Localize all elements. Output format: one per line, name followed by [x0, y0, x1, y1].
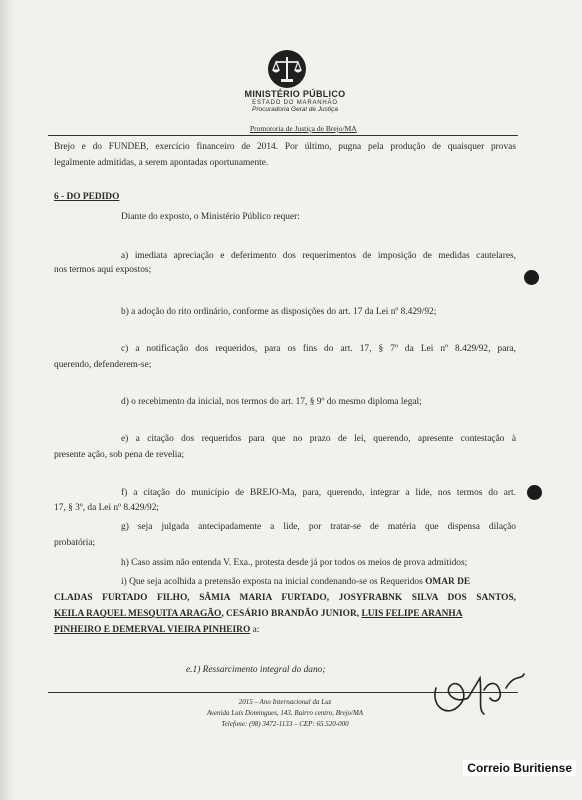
state-name: ESTADO DO MARANHÃO [252, 100, 338, 106]
scan-edge-shadow [0, 0, 14, 800]
item-g-line-2: probatória; [54, 538, 96, 548]
lead-sentence: Diante do exposto, o Ministério Público requer: [121, 212, 300, 222]
defendant-name-luis: LUIS FELIPE ARANHA [361, 609, 463, 619]
section-title: 6 - DO PEDIDO [54, 192, 120, 202]
watermark-label: Correio Buritiense [463, 760, 576, 776]
defendant-name-keila: KEILA RAQUEL MESQUITA ARAGÃO [54, 609, 222, 619]
item-i-line-2: CLADAS FURTADO FILHO, SÂMIA MARIA FURTADO, JOSYFRABNK SILVA DOS SANTOS, [54, 593, 516, 603]
item-e-line-1: e) a citação dos requeridos para que no prazo de lei, querendo, apresente contestação à [121, 434, 516, 444]
item-h: h) Caso assim não entenda V. Exa., protesta desde já por todos os meios de prova admitidos; [121, 558, 468, 568]
defendant-name-cesario: , CESÁRIO BRANDÃO JUNIOR, [221, 609, 362, 619]
institution-block [230, 90, 360, 114]
defendant-name-omar: OMAR DE [425, 577, 471, 587]
item-c-line-2: querendo, defenderem-se; [54, 360, 152, 370]
item-a-line-1: a) imediata apreciação e deferimento dos requerimentos de imposição de medidas cautelares, [121, 251, 516, 261]
intro-line-2: legalmente admitidas, a serem apontadas oportunamente. [54, 158, 269, 168]
item-i-line-1-text: i) Que seja acolhida a pretensão exposta na inicial condenando-se os Requeridos [121, 577, 426, 587]
item-i-line-1 [121, 576, 470, 588]
punch-hole-top [524, 270, 539, 285]
header-rule [48, 135, 518, 136]
intro-line-1: Brejo e do FUNDEB, exercício financeiro de 2014. Por último, pugna pela produção de quaisquer provas [54, 142, 516, 152]
item-c-line-1: c) a notificação dos requeridos, para os fins do art. 17, § 7º da Lei nº 8.429/92, para, [121, 344, 516, 354]
item-b: b) a adoção do rito ordinário, conforme as disposições do art. 17 da Lei nº 8.429/92; [121, 307, 437, 317]
footer-line-1: 2015 – Ano Internacional da Luz [238, 698, 332, 706]
item-i-line-3 [54, 608, 463, 620]
scales-seal-icon [266, 48, 308, 90]
handwritten-signature [428, 668, 528, 723]
office-name: Promotoria de Justiça de Brejo/MA [250, 124, 357, 133]
item-a-line-2: nos termos aqui expostos; [54, 265, 152, 275]
item-g-line-1: g) seja julgada antecipadamente a lide, por tratar-se de matéria que dispensa dilação [121, 522, 516, 532]
footer-line-2: Avenida Luís Domingues, 143, Bairro centro, Brejo/MA [206, 709, 364, 717]
item-i-line-4-tail: a: [250, 625, 260, 635]
defendant-name-pinheiro: PINHEIRO E DEMERVAL VIEIRA PINHEIRO [54, 625, 251, 635]
institution-name: MINISTÉRIO PÚBLICO [244, 89, 346, 99]
item-d: d) o recebimento da inicial, nos termos do art. 17, § 9º do mesmo diploma legal; [121, 397, 422, 407]
item-e-line-2: presente ação, sob pena de revelia; [54, 450, 185, 460]
footer-line-3: Telefone: (98) 3472-1133 – CEP: 65.520-000 [221, 720, 349, 728]
punch-hole-bottom [527, 485, 542, 500]
item-f-line-2: 17, § 3º, da Lei nº 8.429/92; [54, 503, 160, 513]
item-f-line-1: f) a citação do município de BREJO-Ma, para, querendo, integrar a lide, nos termos do art. [121, 488, 516, 498]
item-i-line-4 [54, 624, 259, 636]
department-name: Procuradoria Geral de Justiça [252, 106, 338, 113]
item-e1: e.1) Ressarcimento integral do dano; [186, 665, 326, 675]
